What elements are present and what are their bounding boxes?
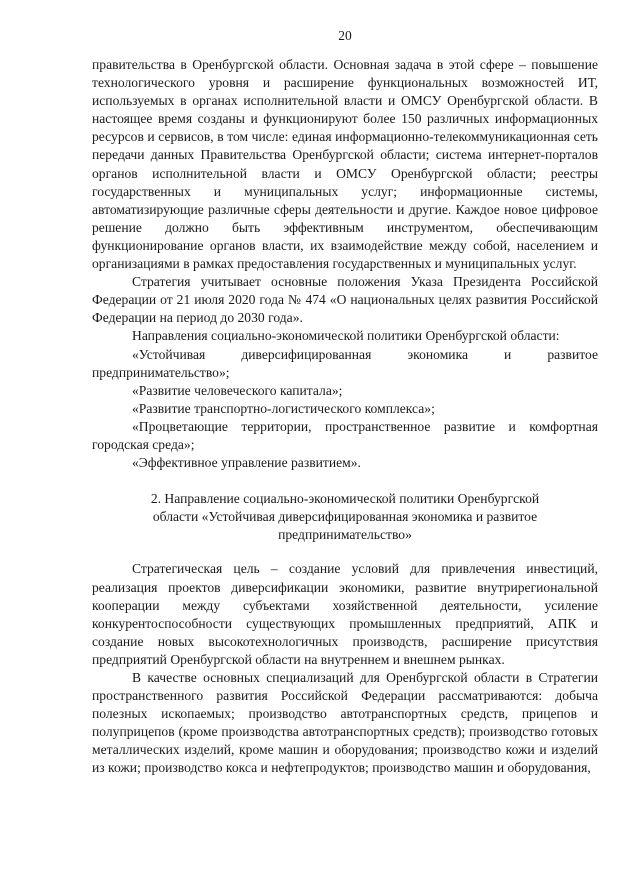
- paragraph-continuation: правительства в Оренбургской области. Основная задача в этой сфере – повышение технологического уровня и расширение функциональных возможностей ИТ, используемых в органах исполнительной власти и ОМСУ Оренбургской области. В настоящее время созданы и функционируют более 150 различных информационных ресурсов и сервисов, в том числе: единая информационно-телекоммуникационная сеть передачи данных Правительства Оренбургской области; система интернет-порталов органов исполнительной власти и ОМСУ Оренбургской области; реестры государственных и муниципальных услуг; информационные системы, автоматизирующие различные сферы деятельности и другие. Каждое новое цифровое решение должно быть эффективным инструментом, обеспечивающим функционирование органов власти, их взаимодействие между собой, населением и организациями в рамках предоставления государственных и муниципальных услуг.: [92, 57, 598, 272]
- paragraph-specializations: В качестве основных специализаций для Оренбургской области в Стратегии пространственного развития Российской Федерации рассматриваются: добыча полезных ископаемых; производство автотранспортных средств, прицепов и полуприцепов (кроме производства автотранспортных средств); производство готовых металлических изделий, кроме машин и оборудования; производство кожи и изделий из кожи; производство кокса и нефтепродуктов; производство машин и оборудования,: [92, 670, 598, 776]
- section-heading: [92, 490, 598, 544]
- list-item-economy: «Устойчивая диверсифицированная экономика и развитое предпринимательство»;: [92, 346, 598, 380]
- page-number: 20: [338, 28, 352, 43]
- list-item-territories: «Процветающие территории, пространственное развитие и комфортная городская среда»;: [92, 418, 598, 452]
- paragraph-strategic-goal: Стратегическая цель – создание условий для привлечения инвестиций, реализация проектов диверсификации экономики, развитие внутрирегиональной кооперации между субъектами хозяйственной деятельности, усиление конкурентоспособности существующих промышленных предприятий, АПК и создание новых высокотехнологичных производств, расширение присутствия предприятий Оренбургской области на внутреннем и внешнем рынках.: [92, 561, 598, 667]
- paragraph-strategy-decree: Стратегия учитывает основные положения Указа Президента Российской Федерации от 21 июля 2020 года № 474 «О национальных целях развития Российской Федерации на период до 2030 года».: [92, 274, 598, 326]
- body-text-before-heading: [92, 56, 598, 472]
- list-item-management: «Эффективное управление развитием».: [132, 455, 361, 471]
- section-heading-line: 2. Направление социально-экономической политики Оренбургской: [150, 491, 540, 507]
- body-text-after-heading: [92, 560, 598, 777]
- paragraph-directions-intro: Направления социально-экономической политики Оренбургской области:: [132, 328, 560, 344]
- list-item-human-capital: «Развитие человеческого капитала»;: [132, 382, 343, 398]
- list-item-transport: «Развитие транспортно-логистического комплекса»;: [132, 400, 435, 416]
- section-heading-line: области «Устойчивая диверсифицированная экономика и развитое: [152, 509, 538, 525]
- section-heading-line: предпринимательство»: [278, 527, 412, 543]
